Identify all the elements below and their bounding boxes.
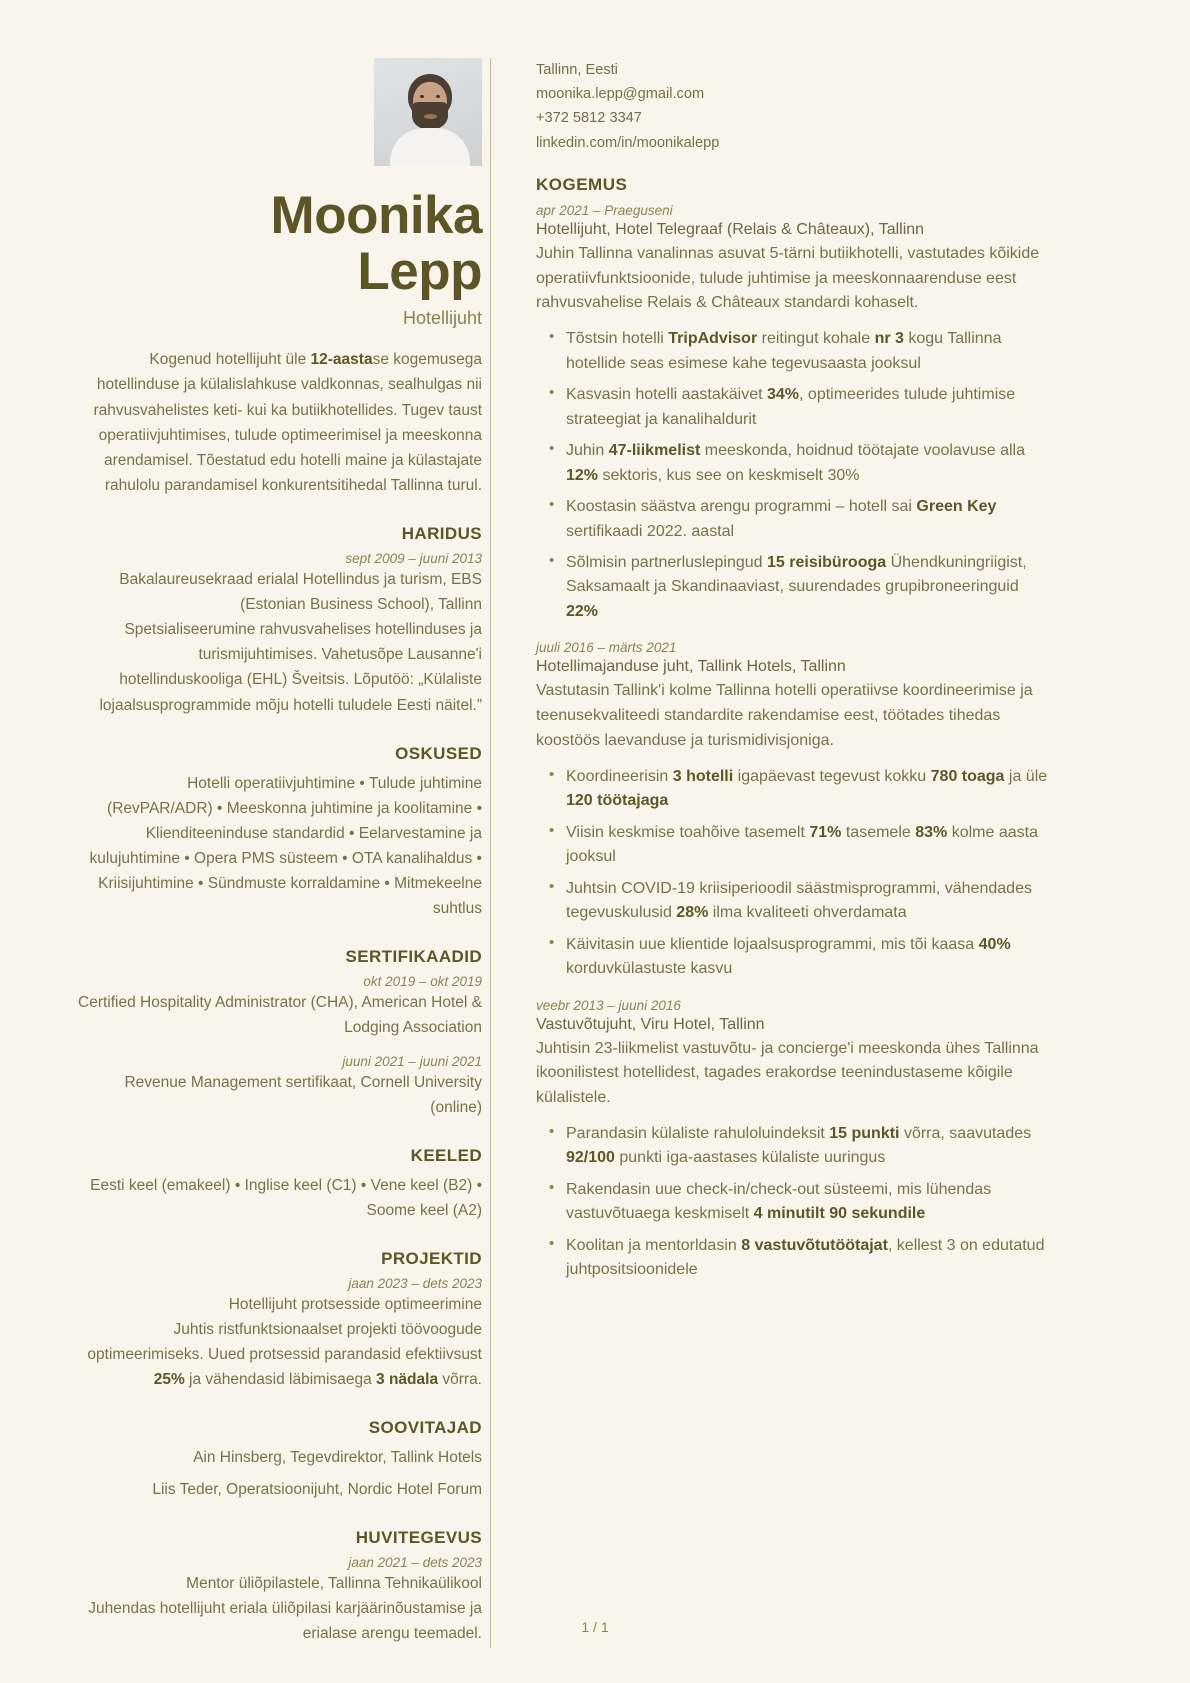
section-heading-references: SOOVITAJAD xyxy=(368,1418,482,1438)
job-bullets xyxy=(536,765,1050,982)
experience-job xyxy=(536,640,1050,981)
contact-block xyxy=(536,58,1050,155)
reference-item: Ain Hinsberg, Tegevdirektor, Tallink Hotels xyxy=(193,1449,482,1467)
contact-linkedin[interactable]: linkedin.com/in/moonikalepp xyxy=(536,134,720,151)
certificate-entry xyxy=(78,1054,482,1120)
experience-jobs xyxy=(536,203,1050,1283)
education-entries xyxy=(78,551,482,718)
education-title: Bakalaureusekraad erialal Hotellindus ja turism, EBS (Estonian Business School), Tallinn xyxy=(119,571,482,614)
section-heading-skills: OSKUSED xyxy=(395,743,482,763)
job-description: Vastutasin Tallink'i kolme Tallinna hotelli operatiivse koordineerimise ja teenusekvaliteedi standardite rakendamise eest, töötades tihedas koostöös laevanduse ja turismidivisjoniga. xyxy=(536,682,1033,750)
job-bullet-item: • Tõstsin hotelli TripAdvisor reitingut kohale nr 3 kogu Tallinna hotellide seas esimese kahe tegevusaasta jooksul xyxy=(566,327,1050,376)
job-bullets xyxy=(536,327,1050,624)
experience-job xyxy=(536,203,1050,625)
job-role: Hotellijuht, Hotel Telegraaf (Relais & Châteaux), Tallinn xyxy=(536,220,925,238)
job-description: Juhtisin 23-liikmelist vastuvõtu- ja concierge'i meeskonda ühes Tallinna ikoonilistest hotellidest, tagades erakordse teenindustaseme kõigile külalistele. xyxy=(536,1039,1039,1107)
project-description: Juhtis ristfunktsionaalset projekti töövoogude optimeerimiseks. Uued protsessid parandasid efektiivsust 25% ja vähendasid läbimisaega 3 nädala võrra. xyxy=(87,1321,482,1389)
left-column xyxy=(0,58,490,1648)
job-title: Hotellijuht xyxy=(402,308,482,329)
job-date: veebr 2013 – juuni 2016 xyxy=(536,997,681,1013)
photo-shirt xyxy=(390,128,470,166)
section-heading-certificates: SERTIFIKAADID xyxy=(345,947,482,967)
skills-list: Hotelli operatiivjuhtimine • Tulude juhtimine (RevPAR/ADR) • Meeskonna juhtimine ja koolitamine • Klienditeeninduse standardid • Eelarvestamine ja kulujuhtimine • Opera PMS süsteem • OTA kanalihaldus • Kriisijuhtimine • Sündmuste korraldamine • Mitmekeelne suhtlus xyxy=(89,774,482,918)
contact-email[interactable]: moonika.lepp@gmail.com xyxy=(536,86,705,103)
experience-job xyxy=(536,998,1050,1283)
job-description: Juhin Tallinna vanalinnas asuvat 5-tärni butiikhotelli, vastutades kõikide operatiivfunktsioonide, tulude juhtimise ja meeskonnaarenduse eest rahvusvahelise Relais & Châteaux standardi kohaselt. xyxy=(536,244,1040,312)
certificate-entry xyxy=(78,974,482,1040)
photo-mouth xyxy=(424,114,437,119)
section-heading-education: HARIDUS xyxy=(401,524,482,543)
job-bullet-item: • Koostasin säästva arengu programmi – hotell sai Green Key sertifikaadi 2022. aastal xyxy=(566,495,1050,544)
first-name: Moonika xyxy=(270,186,482,245)
job-role: Vastuvõtujuht, Viru Hotel, Tallinn xyxy=(536,1015,765,1033)
job-bullet-item: • Parandasin külaliste rahuloluindeksit 15 punkti võrra, saavutades 92/100 punkti iga-aastases külaliste uuringus xyxy=(566,1122,1050,1171)
photo-eye-left xyxy=(420,95,424,98)
photo-eye-right xyxy=(436,95,440,98)
languages-list: Eesti keel (emakeel) • Inglise keel (C1) • Vene keel (B2) • Soome keel (A2) xyxy=(90,1176,482,1219)
certificate-entries xyxy=(78,974,482,1119)
reference-item: Liis Teder, Operatsioonijuht, Nordic Hotel Forum xyxy=(152,1480,482,1498)
project-entry xyxy=(78,1276,482,1392)
project-entries xyxy=(78,1276,482,1392)
contact-phone[interactable]: +372 5812 3347 xyxy=(536,110,642,127)
job-bullet-item: • Kasvasin hotelli aastakäivet 34%, optimeerides tulude juhtimise strateegiat ja kanalihaldurit xyxy=(566,383,1050,432)
section-heading-projects: PROJEKTID xyxy=(381,1248,482,1268)
interest-date: jaan 2021 – dets 2023 xyxy=(348,1554,482,1570)
job-date: apr 2021 – Praeguseni xyxy=(536,202,673,218)
certificate-title: Certified Hospitality Administrator (CHA), American Hotel & Lodging Association xyxy=(78,994,482,1037)
right-column xyxy=(491,58,1190,1648)
summary-text: Kogenud hotellijuht üle 12-aastase kogemusega hotellinduse ja külalislahkuse valdkonnas, sealhulgas nii rahvusvahelistes keti- kui ka butiikhotellides. Tugev taust operatiivjuhtimises, tulude optimeerimisel ja meeskonna arendamisel. Tõestatud edu hotelli maine ja külastajate rahulolu parandamisel konkurentsitihedal Tallinna turul. xyxy=(93,351,482,494)
section-heading-experience: KOGEMUS xyxy=(536,174,628,194)
education-date: sept 2009 – juuni 2013 xyxy=(345,551,482,566)
reference-entries xyxy=(78,1445,482,1501)
job-bullet-item: • Viisin keskmise toahõive tasemelt 71% tasemele 83% kolme aasta jooksul xyxy=(566,821,1050,870)
job-bullets xyxy=(536,1122,1050,1283)
job-bullet-item: • Juhin 47-liikmelist meeskonda, hoidnud töötajate voolavuse alla 12% sektoris, kus see on keskmiselt 30% xyxy=(566,439,1050,488)
last-name: Lepp xyxy=(357,242,482,302)
education-description: Spetsialiseerumine rahvusvahelises hotellinduses ja turismijuhtimises. Vahetusõpe Lausanne'i hotellinduskooliga (EHL) Šveitsis. Lõputöö: „Külaliste lojaalsusprogrammide mõju hotelli tuludele Eesti näitel.” xyxy=(99,621,482,714)
section-heading-languages: KEELED xyxy=(410,1145,482,1165)
certificate-date: okt 2019 – okt 2019 xyxy=(363,974,482,990)
job-bullet-item: • Sõlmisin partnerluslepingud 15 reisibürooga Ühendkuningriigist, Saksamaalt ja Skandinaaviast, suurendades grupibroneeringuid 22% xyxy=(566,551,1050,624)
project-title: Hotellijuht protsesside optimeerimine xyxy=(228,1295,482,1313)
job-role: Hotellimajanduse juht, Tallink Hotels, Tallinn xyxy=(536,658,846,676)
job-date: juuli 2016 – märts 2021 xyxy=(536,640,677,656)
interest-title: Mentor üliõpilastele, Tallinna Tehnikaülikool xyxy=(186,1574,482,1592)
page-title xyxy=(78,188,482,300)
job-bullet-item: • Käivitasin uue klientide lojaalsusprogrammi, mis tõi kaasa 40% korduvkülastuste kasvu xyxy=(566,933,1050,982)
job-bullet-item: • Koordineerisin 3 hotelli igapäevast tegevust kokku 780 toaga ja üle 120 töötajaga xyxy=(566,765,1050,814)
project-date: jaan 2023 – dets 2023 xyxy=(348,1275,482,1291)
job-bullet-item: • Juhtsin COVID-19 kriisiperioodil säästmisprogrammi, vähendades tegevuskulusid 28% ilma kvaliteeti ohverdamata xyxy=(566,877,1050,926)
photo-container xyxy=(78,58,482,166)
section-heading-interests: HUVITEGEVUS xyxy=(355,1527,482,1547)
profile-photo xyxy=(374,58,482,166)
job-bullet-item: • Rakendasin uue check-in/check-out süsteemi, mis lühendas vastuvõtuaega keskmiselt 4 minutilt 90 sekundile xyxy=(566,1178,1050,1227)
certificate-date: juuni 2021 – juuni 2021 xyxy=(342,1053,482,1069)
interest-description: Juhendas hotellijuht eriala üliõpilasi karjäärinõustamise ja erialase arengu teemadel. xyxy=(88,1599,482,1642)
education-entry xyxy=(78,551,482,718)
job-bullet-item: • Koolitan ja mentorldasin 8 vastuvõtutöötajat, kellest 3 on edutatud juhtpositsioonidele xyxy=(566,1234,1050,1283)
contact-location: Tallinn, Eesti xyxy=(536,62,618,78)
page-indicator: 1 / 1 xyxy=(581,1619,609,1635)
certificate-title: Revenue Management sertifikaat, Cornell University (online) xyxy=(124,1073,482,1116)
